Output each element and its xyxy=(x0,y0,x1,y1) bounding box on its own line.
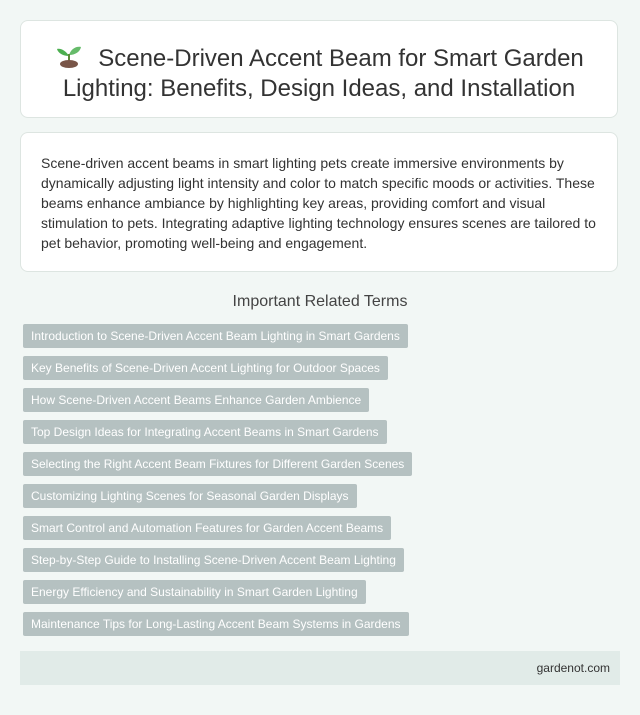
intro-card xyxy=(20,132,618,272)
related-term-tag[interactable]: Selecting the Right Accent Beam Fixtures for Different Garden Scenes xyxy=(23,452,412,476)
related-term-tag[interactable]: Energy Efficiency and Sustainability in Smart Garden Lighting xyxy=(23,580,366,604)
related-term-tag[interactable]: Customizing Lighting Scenes for Seasonal Garden Displays xyxy=(23,484,357,508)
related-terms-heading: Important Related Terms xyxy=(232,293,408,310)
related-term-tag[interactable]: Step-by-Step Guide to Installing Scene-Driven Accent Beam Lighting xyxy=(23,548,404,572)
related-term-tag[interactable]: Introduction to Scene-Driven Accent Beam Lighting in Smart Gardens xyxy=(23,324,408,348)
related-term-tag[interactable]: Maintenance Tips for Long-Lasting Accent Beam Systems in Gardens xyxy=(23,612,409,636)
related-term-tag[interactable]: Top Design Ideas for Integrating Accent Beams in Smart Gardens xyxy=(23,420,387,444)
page-title-text: Scene-Driven Accent Beam for Smart Garden Lighting: Benefits, Design Ideas, and Installation xyxy=(62,45,584,102)
footer xyxy=(20,651,620,685)
sprout-icon xyxy=(54,43,84,69)
related-terms-list xyxy=(23,324,412,644)
title-card xyxy=(20,20,618,118)
related-term-tag[interactable]: Key Benefits of Scene-Driven Accent Lighting for Outdoor Spaces xyxy=(23,356,388,380)
related-term-tag[interactable]: How Scene-Driven Accent Beams Enhance Garden Ambience xyxy=(23,388,369,412)
page-title xyxy=(41,43,597,104)
footer-site-name[interactable]: gardenot.com xyxy=(536,661,610,675)
related-term-tag[interactable]: Smart Control and Automation Features for Garden Accent Beams xyxy=(23,516,391,540)
intro-text: Scene-driven accent beams in smart lighting pets create immersive environments by dynamically adjusting light intensity and color to match specific moods or activities. These beams enhance ambiance by highlighting key areas, providing comfort and visual stimulation to pets. Integrating adaptive lighting technology ensures scenes are tailored to pet behavior, promoting well-being and engagement. xyxy=(41,155,596,251)
